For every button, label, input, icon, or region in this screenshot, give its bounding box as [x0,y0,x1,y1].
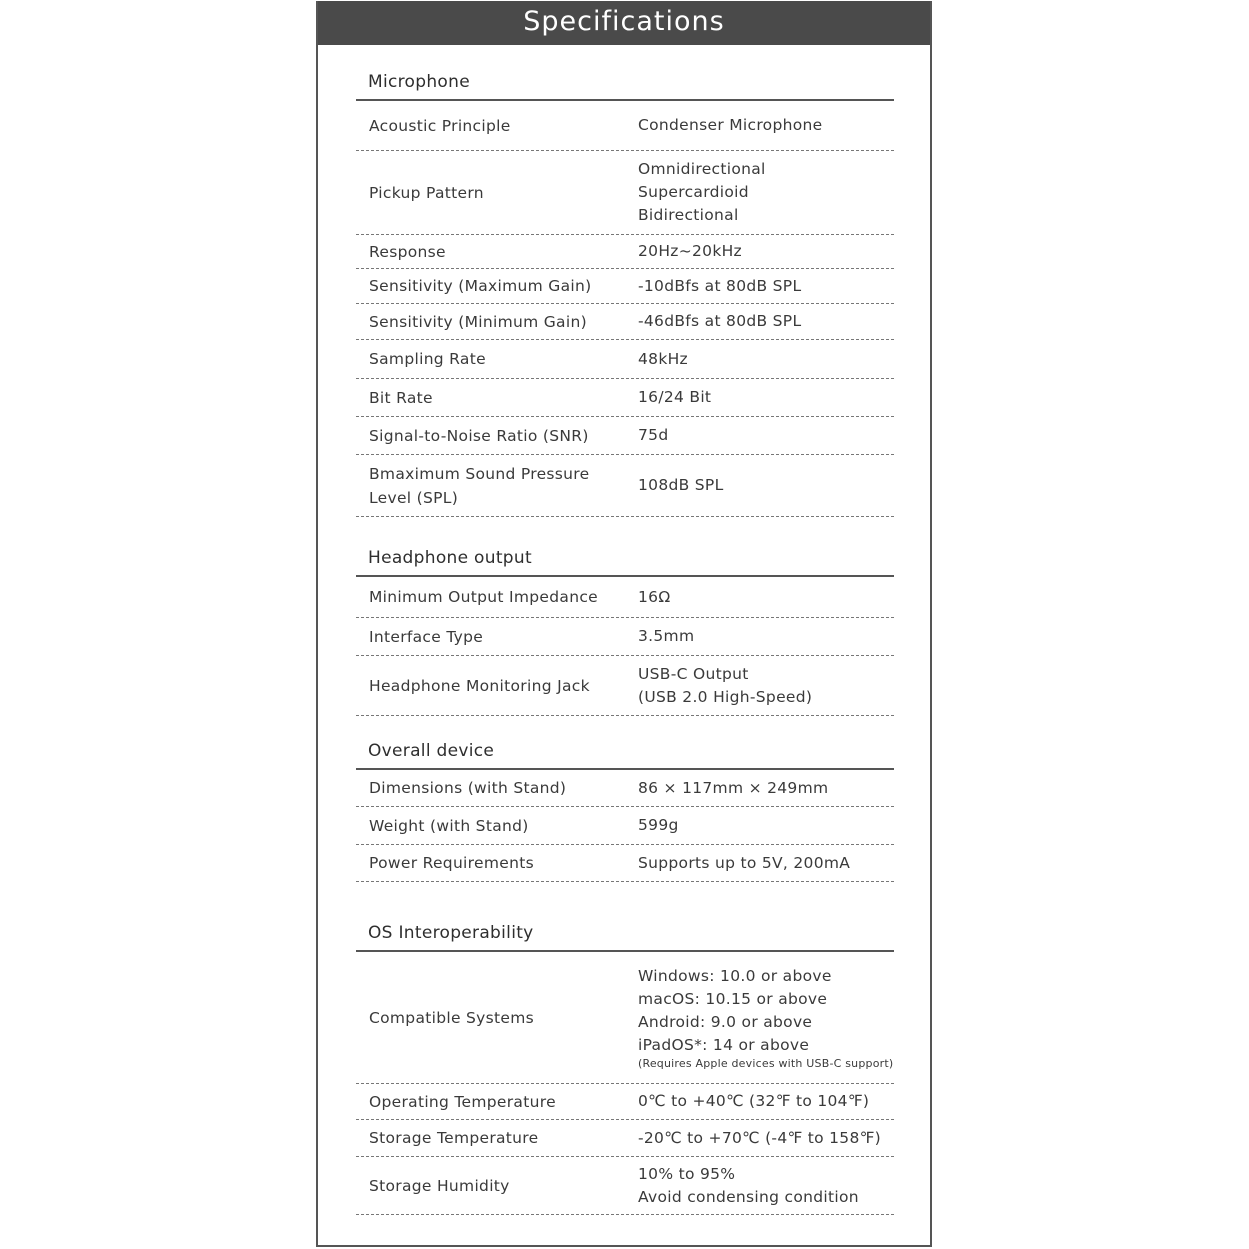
spec-value [625,240,894,263]
spec-label [356,240,625,264]
spec-label-line: Bmaximum Sound Pressure [369,464,590,483]
spec-value-line: Supports up to 5V, 200mA [638,853,851,872]
spec-row [356,845,894,882]
spec-row [356,304,894,340]
spec-value [625,586,894,609]
spec-row [356,151,894,235]
spec-value-line: Windows: 10.0 or above [638,966,832,985]
spec-row [356,1120,894,1157]
spec-footnote: (Requires Apple devices with USB-C support) [638,1056,894,1070]
spec-label-line: Pickup Pattern [369,183,484,202]
spec-label-line: Weight (with Stand) [369,816,529,835]
spec-label-line: Level (SPL) [369,488,459,507]
section-os-interoperability [356,922,894,1215]
spec-label-line: Sensitivity (Maximum Gain) [369,277,592,295]
spec-row [356,455,894,517]
spec-label-line: Bit Rate [369,388,433,407]
spec-value [625,424,894,447]
spec-value-line: Condenser Microphone [638,116,823,134]
spec-label [356,424,625,448]
spec-row [356,269,894,304]
spec-row [356,379,894,417]
spec-value [625,158,894,227]
spec-label-line: Storage Humidity [369,1176,510,1195]
spec-label-line: Sensitivity (Minimum Gain) [369,312,587,331]
spec-value-line: 75d [638,426,669,444]
spec-label-line: Operating Temperature [369,1092,556,1111]
spec-label-line: Power Requirements [369,854,534,872]
spec-label-line: Dimensions (with Stand) [369,779,567,797]
spec-value [625,348,894,371]
spec-label [356,851,625,875]
spec-value [625,474,894,497]
spec-label [356,462,625,510]
spec-label-line: Minimum Output Impedance [369,588,598,606]
section-microphone [356,71,894,517]
spec-value [625,1163,894,1209]
spec-label [356,310,625,334]
spec-value-line: 16/24 Bit [638,388,712,406]
spec-value [625,310,894,333]
spec-value-line: 48kHz [638,349,688,368]
page-title: Specifications [318,1,930,45]
spec-value [625,852,894,875]
spec-value [625,1090,894,1113]
spec-value-line: Android: 9.0 or above [638,1012,813,1031]
spec-row [356,340,894,379]
spec-row [356,618,894,656]
spec-value-line: 108dB SPL [638,476,724,494]
spec-label-line: Acoustic Principle [369,116,511,135]
section-title: Overall device [368,741,495,761]
spec-value-line: 86 × 117mm × 249mm [638,778,829,797]
spec-label-line: Response [369,242,446,261]
spec-value [625,386,894,409]
spec-label [356,181,625,205]
spec-value-line: macOS: 10.15 or above [638,989,828,1008]
spec-value-line: 20Hz~20kHz [638,242,742,260]
spec-value-line: -10dBfs at 80dB SPL [638,276,802,295]
spec-value-line: Omnidirectional [638,160,766,178]
spec-value-line: iPadOS*: 14 or above [638,1035,810,1054]
spec-value [625,965,894,1071]
spec-value-line: -46dBfs at 80dB SPL [638,312,802,330]
spec-label-line: Headphone Monitoring Jack [369,676,590,695]
spec-label [356,1126,625,1150]
spec-label-line: Storage Temperature [369,1129,539,1147]
spec-label [356,114,625,138]
spec-row [356,770,894,807]
spec-label [356,1174,625,1198]
spec-label-line: Interface Type [369,627,484,646]
spec-label-line: Compatible Systems [369,1008,535,1027]
spec-value [625,1127,894,1150]
spec-label-line: Signal-to-Noise Ratio (SNR) [369,426,589,445]
spec-value [625,814,894,837]
spec-value [625,777,894,800]
spec-value-line: (USB 2.0 High-Speed) [638,687,813,706]
spec-label [356,674,625,698]
spec-label [356,625,625,649]
spec-row [356,577,894,618]
spec-value [625,625,894,648]
spec-label [356,347,625,371]
spec-value-line: 16Ω [638,587,671,606]
spec-value-line: 599g [638,816,679,834]
section-title: Microphone [368,72,470,92]
spec-label [356,776,625,800]
spec-label [356,814,625,838]
spec-row [356,101,894,151]
spec-row [356,1157,894,1215]
spec-row [356,656,894,716]
spec-row [356,952,894,1084]
spec-row [356,417,894,455]
spec-label [356,1090,625,1114]
spec-row [356,235,894,269]
spec-value [625,663,894,709]
section-overall-device [356,740,894,882]
spec-label [356,274,625,298]
spec-value-line: USB-C Output [638,664,749,683]
spec-value-line: Avoid condensing condition [638,1187,859,1206]
spec-row [356,1084,894,1120]
spec-value [625,114,894,137]
spec-row [356,807,894,845]
spec-label [356,1006,625,1030]
spec-label-line: Sampling Rate [369,350,486,368]
section-title: Headphone output [368,548,532,568]
section-title: OS Interoperability [368,923,534,943]
spec-value-line: -20℃ to +70℃ (-4℉ to 158℉) [638,1128,882,1147]
spec-sheet [316,1,932,1247]
spec-label [356,585,625,609]
spec-value-line: 10% to 95% [638,1164,736,1183]
spec-label [356,386,625,410]
spec-value [625,275,894,298]
spec-value-line: 0℃ to +40℃ (32℉ to 104℉) [638,1092,870,1110]
spec-value-line: Bidirectional [638,206,739,224]
spec-value-line: Supercardioid [638,183,749,201]
spec-value-line: 3.5mm [638,627,695,645]
section-headphone-output [356,547,894,716]
